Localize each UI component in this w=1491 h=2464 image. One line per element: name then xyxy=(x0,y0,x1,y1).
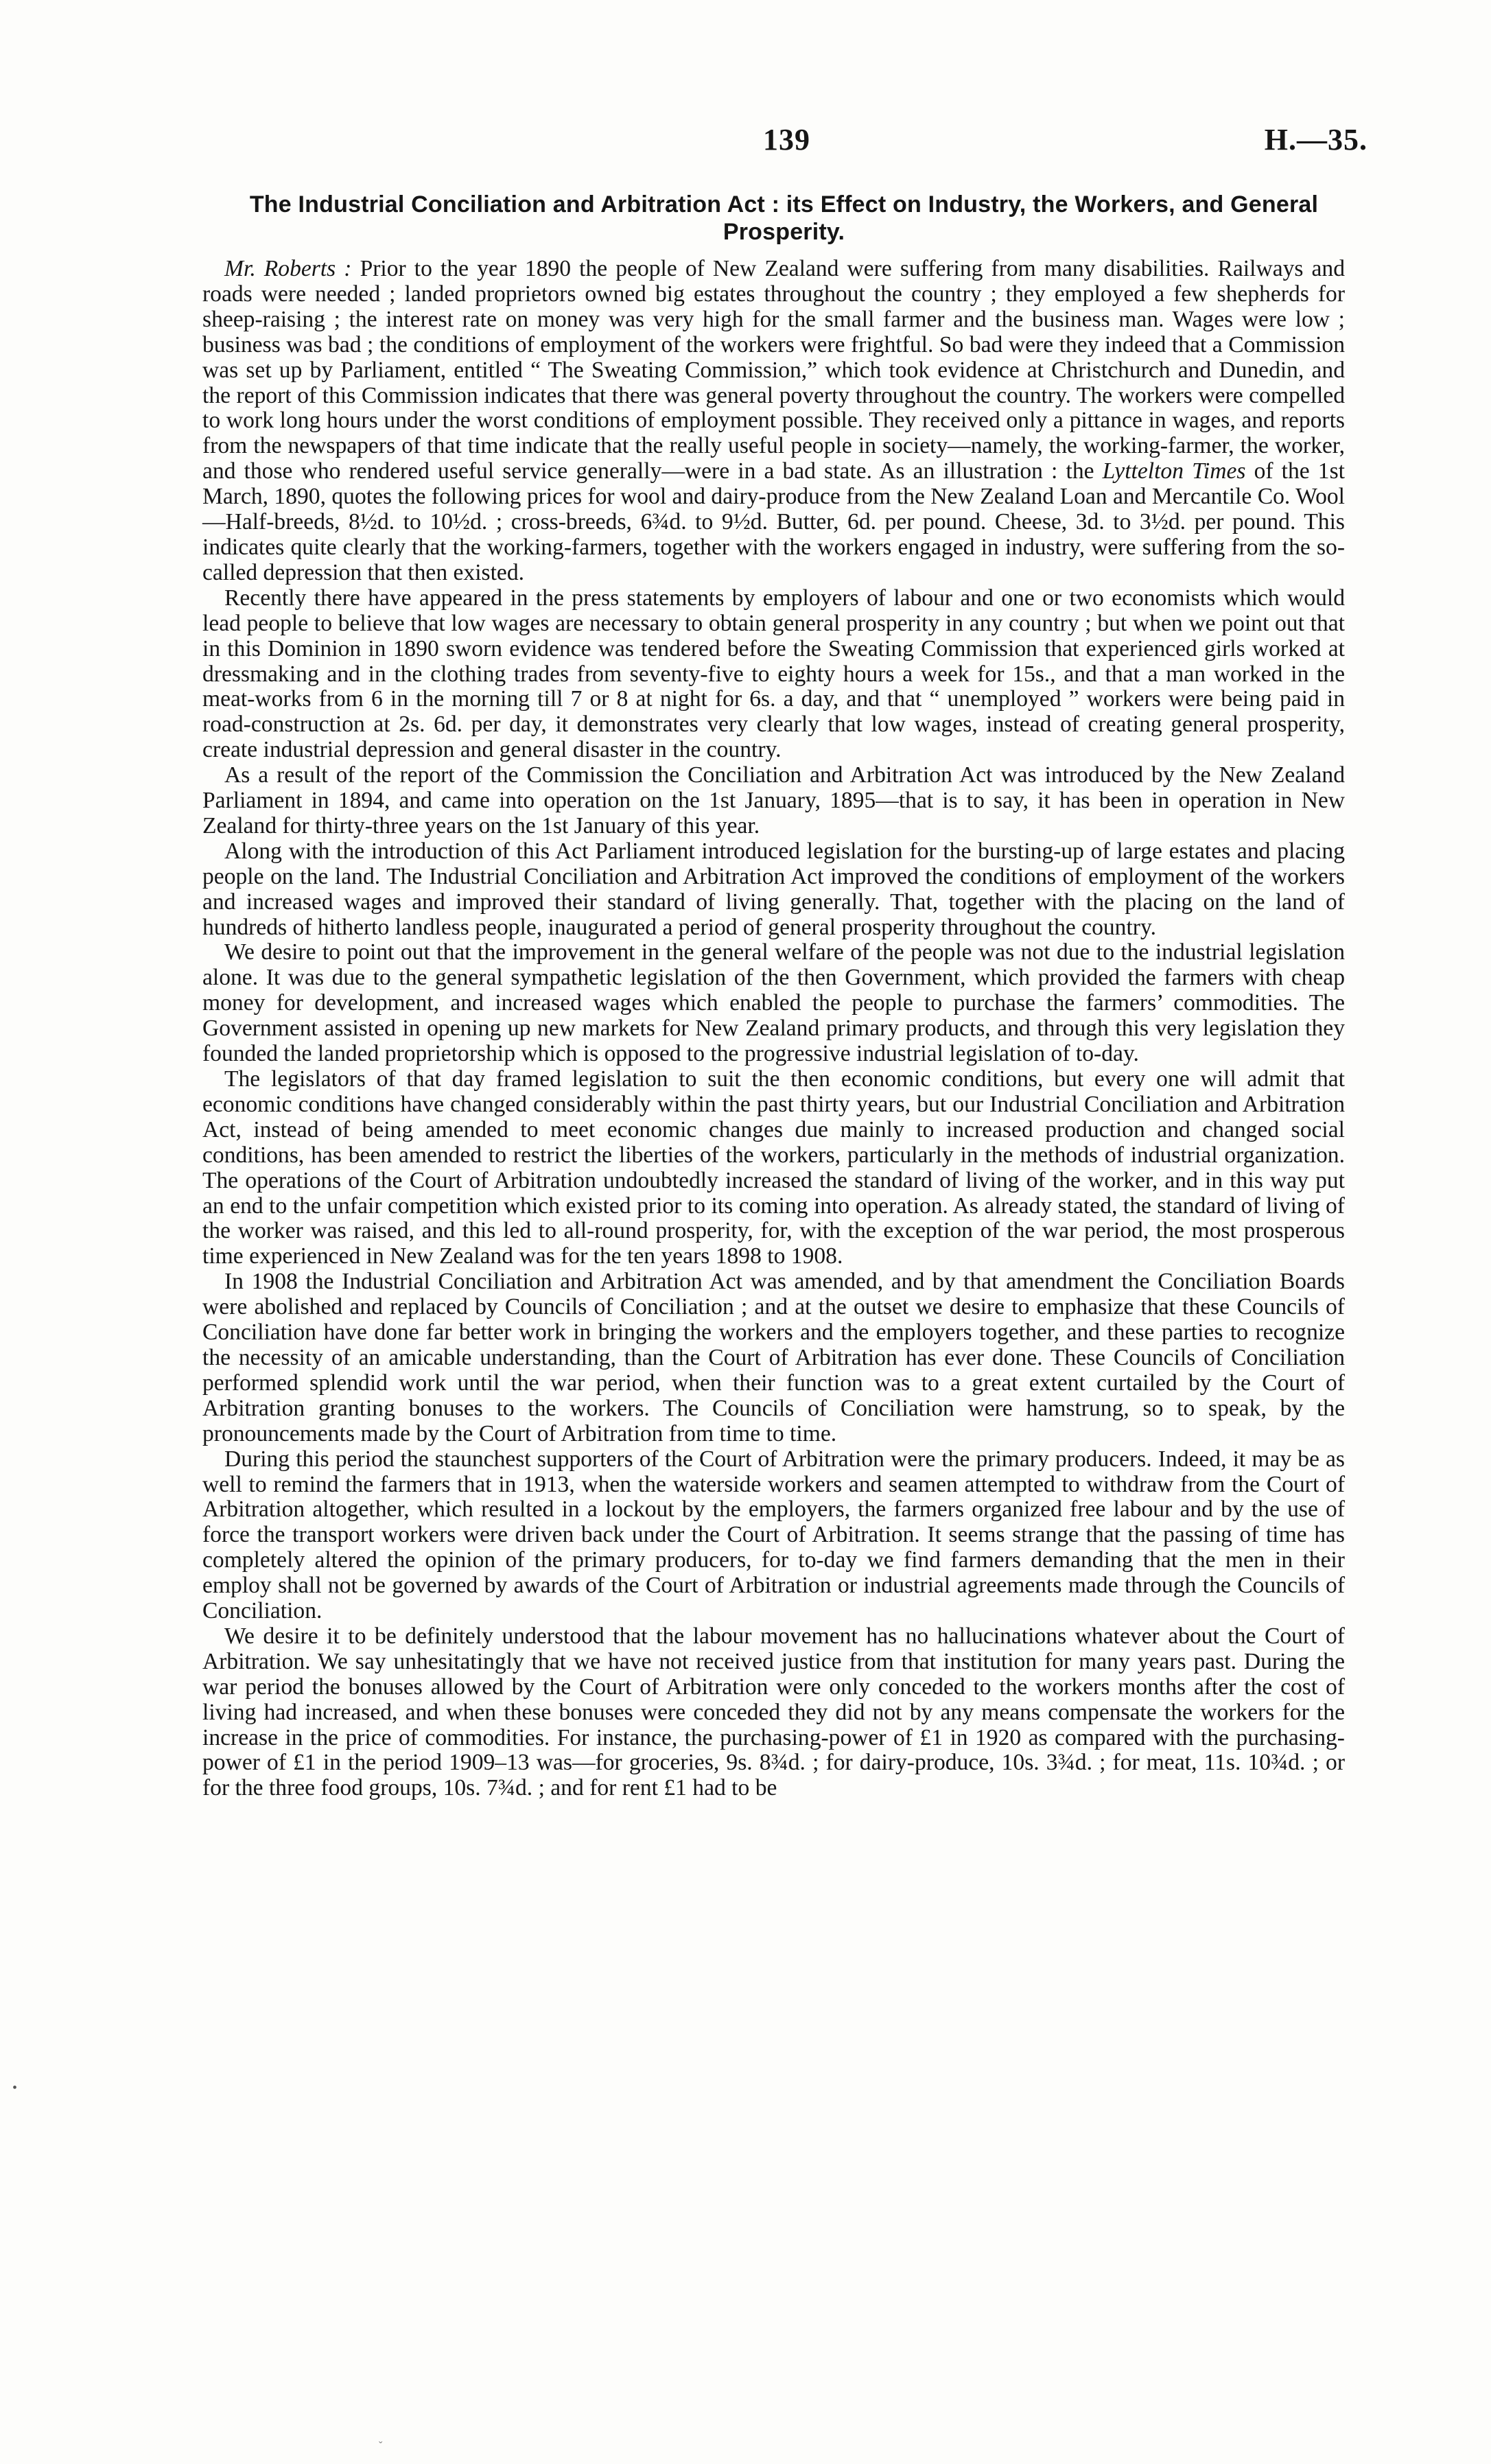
page-number: 139 xyxy=(763,123,810,156)
newspaper-title: Lyttelton Times xyxy=(1102,458,1246,484)
paragraph: We desire it to be definitely understood that the labour movement has no hallucinations whatever about the Court of Arbitration. We say unhesitatingly that we have not received justice from that institution for many years past. During the war period the bonuses allowed by the Court of Arbitration were only conceded to the workers months after the cost of living had increased, and when these bonuses were conceded they did not by any means compensate the workers for the increase in the price of commodities. For instance, the purchasing-power of £1 in 1920 as compared with the purchasing-power of £1 in the period 1909–13 was—for groceries, 9s. 8¾d. ; for dairy-produce, 10s. 3¾d. ; for meat, 11s. 10¾d. ; or for the three food groups, 10s. 7¾d. ; and for rent £1 had to be xyxy=(202,1623,1345,1801)
paragraph: During this period the staunchest supporters of the Court of Arbitration were the primary producers. Indeed, it may be as well to remind the farmers that in 1913, when the waterside workers and seamen attempted to withdraw from the Court of Arbitration altogether, which resulted in a lockout by the employers, the farmers organized free labour and by the use of force the transport workers were driven back under the Court of Arbitration. It seems strange that the passing of time has completely altered the opinion of the primary producers, for to-day we find farmers demanding that the men in their employ shall not be governed by awards of the Court of Arbitration or industrial agreements made through the Councils of Conciliation. xyxy=(202,1446,1345,1624)
paragraph: Recently there have appeared in the press statements by employers of labour and one or two economists which would lead people to believe that low wages are necessary to obtain general prosperity in any country ; but when we point out that in this Dominion in 1890 sworn evidence was tendered before the Sweating Commission that experienced girls worked at dressmaking and in the clothing trades from seventy-five to eighty hours a week for 15s., and that a man worked in the meat-works from 6 in the morning till 7 or 8 at night for 6s. a day, and that “ unemployed ” workers were being paid in road-construction at 2s. 6d. per day, it demonstrates very clearly that low wages, instead of creating general prosperity, create industrial depression and general disaster in the country. xyxy=(202,585,1345,763)
document-reference: H.—35. xyxy=(1264,123,1367,156)
speaker-name: Mr. Roberts : xyxy=(224,256,352,281)
paragraph xyxy=(202,257,1345,586)
paragraph: We desire to point out that the improvement in the general welfare of the people was not due to the industrial legislation alone. It was due to the general sympathetic legislation of the then Government, which provided the farmers with cheap money for development, and increased wages which enabled the people to purchase the farmers’ commodities. The Government assisted in opening up new markets for New Zealand primary products, and through this very legislation they founded the landed proprietorship which is opposed to the progressive industrial legislation of to-day. xyxy=(202,939,1345,1067)
body-text xyxy=(202,257,1345,1801)
paragraph: The legislators of that day framed legislation to suit the then economic conditions, but every one will admit that economic conditions have changed considerably within the past thirty years, but our Industrial Conciliation and Arbitration Act, instead of being amended to meet economic changes due mainly to increased production and changed social conditions, has been amended to restrict the liberties of the workers, particularly in the methods of industrial organization. The operations of the Court of Arbitration undoubtedly increased the standard of living of the worker, and in this way put an end to the unfair competition which existed prior to its coming into operation. As already stated, the standard of living of the worker was raised, and this led to all-round prosperity, for, with the exception of the war period, the most prosperous time experienced in New Zealand was for the ten years 1898 to 1908. xyxy=(202,1066,1345,1269)
page-header xyxy=(206,122,1367,163)
margin-mark: • xyxy=(12,2080,18,2096)
paragraph: Along with the introduction of this Act Parliament introduced legislation for the bursting-up of large estates and placing people on the land. The Industrial Conciliation and Arbitration Act improved the conditions of employment of the workers and increased wages and improved their standard of living generally. That, together with the placing on the land of hundreds of hitherto landless people, inaugurated a period of general prosperity throughout the country. xyxy=(202,838,1345,940)
section-title: The Industrial Conciliation and Arbitration Act : its Effect on Industry, the Workers, and General Prosperity. xyxy=(249,191,1319,245)
paragraph: As a result of the report of the Commission the Conciliation and Arbitration Act was introduced by the New Zealand Parliament in 1894, and came into operation on the 1st January, 1895—that is to say, it has been in operation in New Zealand for thirty-three years on the 1st January of this year. xyxy=(202,762,1345,838)
paragraph: In 1908 the Industrial Conciliation and Arbitration Act was amended, and by that amendment the Conciliation Boards were abolished and replaced by Councils of Conciliation ; and at the outset we desire to emphasize that these Councils of Conciliation have done far better work in bringing the workers and the employers together, and these parties to recognize the necessity of an amicable understanding, than the Court of Arbitration has ever done. These Councils of Conciliation performed splendid work until the war period, when their function was to a great extent curtailed by the Court of Arbitration granting bonuses to the workers. The Councils of Conciliation were hamstrung, so to speak, by the pronouncements made by the Court of Arbitration from time to time. xyxy=(202,1269,1345,1446)
footer-mark: ˇ xyxy=(379,2440,383,2452)
paragraph-text: of the 1st March, 1890, quotes the following prices for wool and dairy-produce from the New Zealand Loan and Mercantile Co. Wool—Half-breeds, 8½d. to 10½d. ; cross-breeds, 6¾d. to 9½d. Butter, 6d. per pound. Cheese, 3d. to 3½d. per pound. This indicates quite clearly that the working-farmers, together with the workers engaged in industry, were suffering from the so-called depression that then existed. xyxy=(202,458,1345,585)
paragraph-text: Prior to the year 1890 the people of New Zealand were suffering from many disabilities. Railways and roads were needed ; landed proprietors owned big estates throughout the country ; they employed a few shepherds for sheep-raising ; the interest rate on money was very high for the small farmer and the business man. Wages were low ; business was bad ; the conditions of employment of the workers were frightful. So bad were they indeed that a Commission was set up by Parliament, entitled “ The Sweating Commission,” which took evidence at Christchurch and Dunedin, and the report of this Commission indicates that there was general poverty throughout the country. The workers were compelled to work long hours under the worst conditions of employment possible. They received only a pittance in wages, and reports from the newspapers of that time indicate that the really useful people in society—namely, the working-farmer, the worker, and those who rendered useful service generally—were in a bad state. As an illustration : the xyxy=(202,256,1346,484)
